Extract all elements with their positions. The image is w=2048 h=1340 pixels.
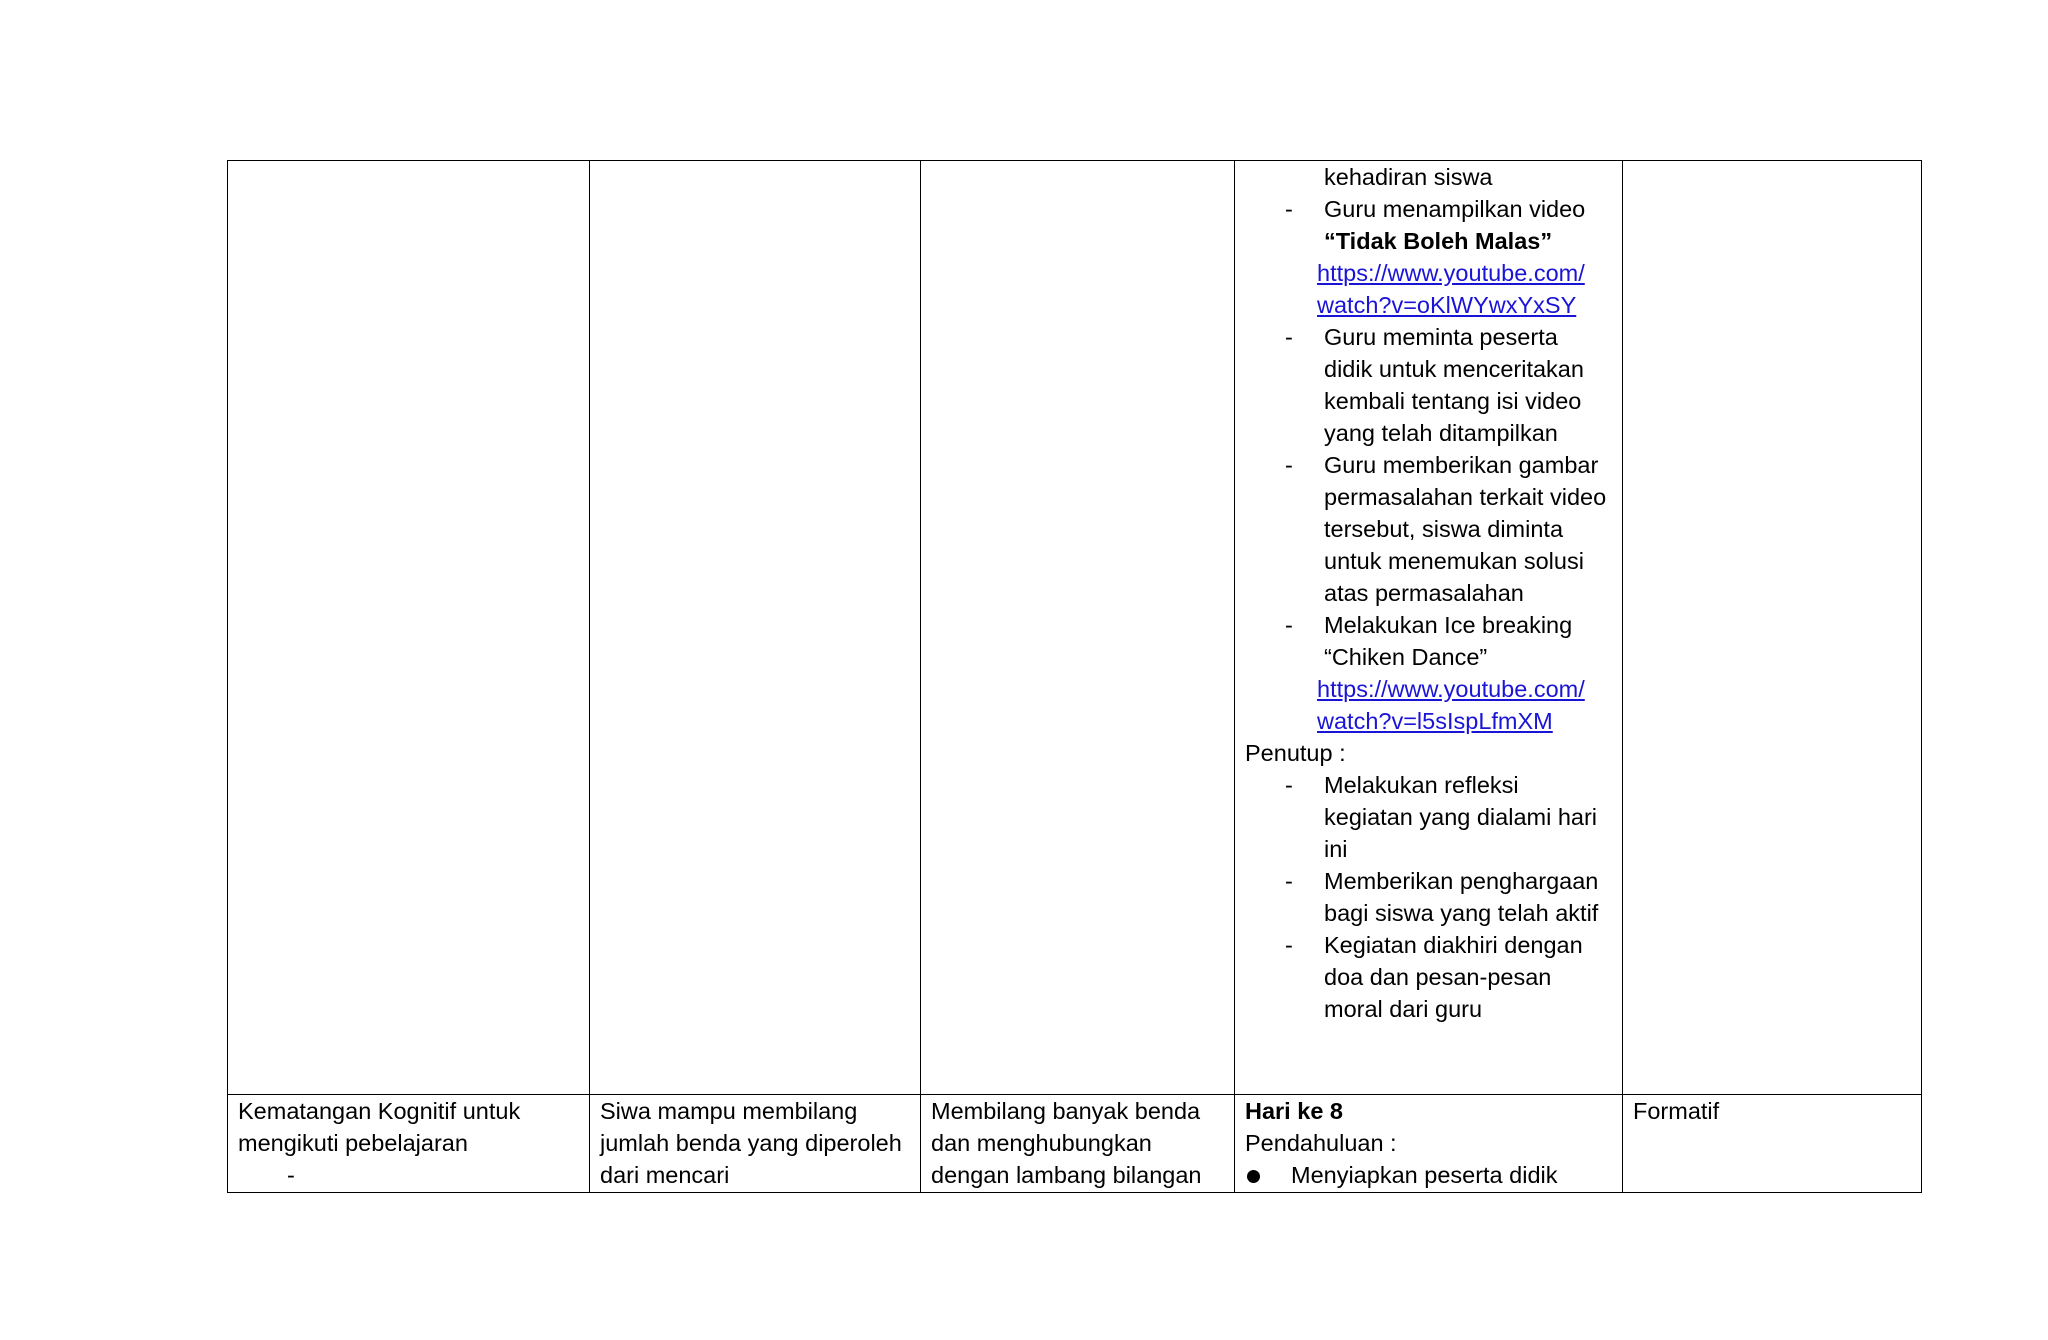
closing-heading: Penutup : bbox=[1245, 740, 1346, 766]
item-text: Menyiapkan peserta didik bbox=[1291, 1162, 1558, 1188]
continuation-text: kehadiran siswa bbox=[1324, 164, 1493, 190]
item-text: Melakukan Ice breaking bbox=[1324, 612, 1573, 638]
list-item bbox=[1245, 1159, 1612, 1191]
item-text: Kegiatan diakhiri dengan doa dan pesan-pesan moral dari guru bbox=[1324, 932, 1583, 1022]
dash-marker: - bbox=[287, 1162, 295, 1188]
cell-empty bbox=[228, 161, 590, 1095]
activity-list-core-2 bbox=[1245, 321, 1612, 673]
dash-marker: - bbox=[1285, 324, 1293, 350]
intro-heading: Pendahuluan : bbox=[1245, 1130, 1397, 1156]
objective-text: Siwa mampu membilang jumlah benda yang diperoleh dari mencari bbox=[600, 1098, 902, 1188]
assessment-text: Formatif bbox=[1633, 1098, 1720, 1124]
dash-marker: - bbox=[1285, 452, 1293, 478]
list-item bbox=[1245, 609, 1612, 673]
cell-empty bbox=[590, 161, 921, 1095]
list-item bbox=[1245, 769, 1612, 865]
list-item bbox=[1245, 449, 1612, 609]
dash-marker: - bbox=[1285, 772, 1293, 798]
competency-cell bbox=[228, 1095, 590, 1193]
video-title: “Tidak Boleh Malas” bbox=[1324, 228, 1553, 254]
list-item bbox=[1245, 193, 1612, 257]
youtube-link[interactable]: https://www.youtube.com/ watch?v=oKlWYwxYxSY bbox=[1317, 260, 1585, 318]
objective-cell bbox=[590, 1095, 921, 1193]
bullet-list bbox=[1245, 1159, 1612, 1191]
lesson-plan-table bbox=[227, 160, 1922, 1193]
material-cell bbox=[921, 1095, 1235, 1193]
cell-empty bbox=[921, 161, 1235, 1095]
item-text: Melakukan refleksi kegiatan yang dialami hari ini bbox=[1324, 772, 1598, 862]
item-text: Guru memberikan gambar permasalahan terkait video tersebut, siswa diminta untuk menemukan solusi atas permasalahan bbox=[1324, 452, 1607, 606]
list-item bbox=[1245, 321, 1612, 449]
material-text: Membilang banyak benda dan menghubungkan dengan lambang bilangan bbox=[931, 1098, 1202, 1188]
item-text: Guru meminta peserta didik untuk menceritakan kembali tentang isi video yang telah ditampilkan bbox=[1324, 324, 1584, 446]
youtube-link[interactable]: https://www.youtube.com/ watch?v=l5sIspLfmXM bbox=[1317, 676, 1585, 734]
dash-marker: - bbox=[1285, 868, 1293, 894]
assessment-cell bbox=[1623, 1095, 1922, 1193]
activity-list-core bbox=[1245, 193, 1612, 257]
list-item bbox=[1245, 865, 1612, 929]
activity-cell bbox=[1235, 161, 1623, 1095]
link-block bbox=[1245, 257, 1612, 321]
item-text: Guru menampilkan video bbox=[1324, 196, 1586, 222]
list-item bbox=[1245, 929, 1612, 1025]
link-block bbox=[1245, 673, 1612, 737]
competency-text: Kematangan Kognitif untuk mengikuti pebelajaran bbox=[238, 1098, 521, 1156]
bullet-icon bbox=[1247, 1170, 1260, 1183]
day-title: Hari ke 8 bbox=[1245, 1098, 1343, 1124]
activity-list-closing bbox=[1245, 769, 1612, 1025]
dash-marker: - bbox=[1285, 612, 1293, 638]
table-row bbox=[228, 1095, 1922, 1193]
activity-cell-day8 bbox=[1235, 1095, 1623, 1193]
cell-empty bbox=[1623, 161, 1922, 1095]
table-row bbox=[228, 161, 1922, 1095]
item-text: Memberikan penghargaan bagi siswa yang telah aktif bbox=[1324, 868, 1599, 926]
ice-breaking-title: “Chiken Dance” bbox=[1324, 644, 1488, 670]
dash-marker: - bbox=[1285, 196, 1293, 222]
dash-marker: - bbox=[1285, 932, 1293, 958]
